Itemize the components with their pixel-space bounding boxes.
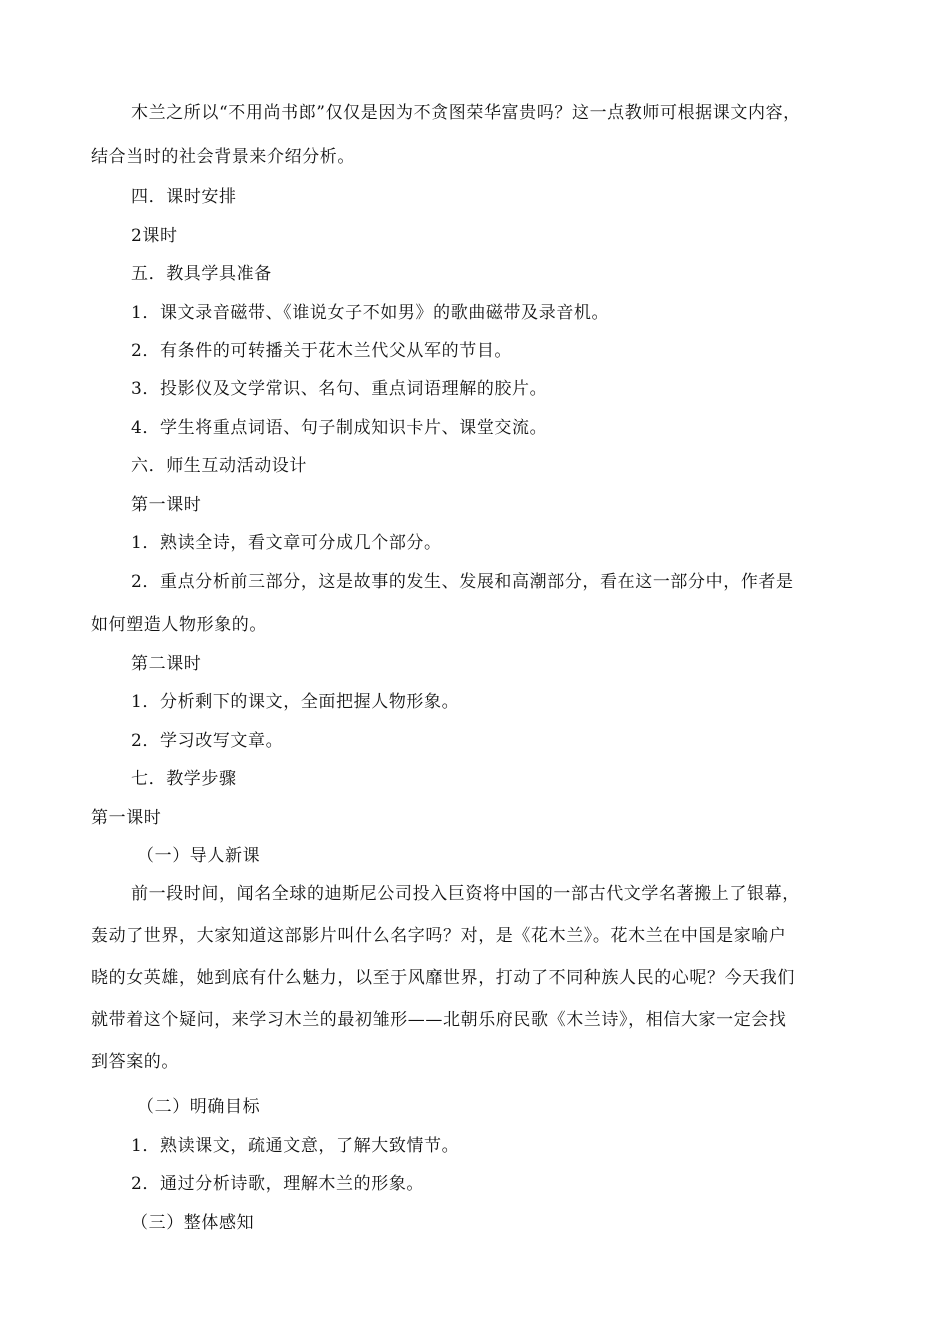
paragraph-line: 结合当时的社会背景来介绍分析。 <box>91 147 355 167</box>
subsection-heading: 第一课时 <box>91 808 162 828</box>
list-item: 4．学生将重点词语、句子制成知识卡片、课堂交流。 <box>131 418 548 438</box>
paragraph-line: 到答案的。 <box>91 1052 179 1072</box>
paragraph-line: 晓的女英雄，她到底有什么魅力，以至于风靡世界，打动了不同种族人民的心呢？今天我们 <box>91 968 795 988</box>
paragraph-line: 木兰之所以“不用尚书郎”仅仅是因为不贪图荣华富贵吗？这一点教师可根据课文内容， <box>131 103 801 123</box>
list-item: 2．通过分析诗歌，理解木兰的形象。 <box>131 1174 425 1194</box>
list-item: 1．课文录音磁带、《谁说女子不如男》的歌曲磁带及录音机。 <box>131 303 610 323</box>
paragraph-line: 2课时 <box>131 226 178 246</box>
list-item: 1．分析剩下的课文，全面把握人物形象。 <box>131 692 460 712</box>
paragraph-line: 如何塑造人物形象的。 <box>91 615 267 635</box>
section-heading: 六．师生互动活动设计 <box>131 456 307 476</box>
list-item: 1．熟读课文，疏通文意，了解大致情节。 <box>131 1136 460 1156</box>
list-item: 2．重点分析前三部分，这是故事的发生、发展和高潮部分，看在这一部分中，作者是 <box>131 572 794 592</box>
step-heading: （三）整体感知 <box>131 1213 255 1233</box>
section-heading: 五．教具学具准备 <box>131 264 272 284</box>
list-item: 3．投影仪及文学常识、名句、重点词语理解的胶片。 <box>131 379 548 399</box>
subsection-heading: 第二课时 <box>131 654 202 674</box>
paragraph-line: 轰动了世界，大家知道这部影片叫什么名字吗？对，是《花木兰》。花木兰在中国是家喻户 <box>91 926 787 946</box>
section-heading: 七．教学步骤 <box>131 769 237 789</box>
paragraph-line: 前一段时间，闻名全球的迪斯尼公司投入巨资将中国的一部古代文学名著搬上了银幕， <box>131 884 800 904</box>
section-heading: 四．课时安排 <box>131 187 237 207</box>
paragraph-line: 就带着这个疑问，来学习木兰的最初雏形——北朝乐府民歌《木兰诗》，相信大家一定会找 <box>91 1010 787 1030</box>
step-heading: （二）明确目标 <box>137 1097 261 1117</box>
list-item: 1．熟读全诗，看文章可分成几个部分。 <box>131 533 442 553</box>
subsection-heading: 第一课时 <box>131 495 202 515</box>
list-item: 2．学习改写文章。 <box>131 731 284 751</box>
list-item: 2．有条件的可转播关于花木兰代父从军的节目。 <box>131 341 513 361</box>
step-heading: （一）导人新课 <box>137 846 261 866</box>
